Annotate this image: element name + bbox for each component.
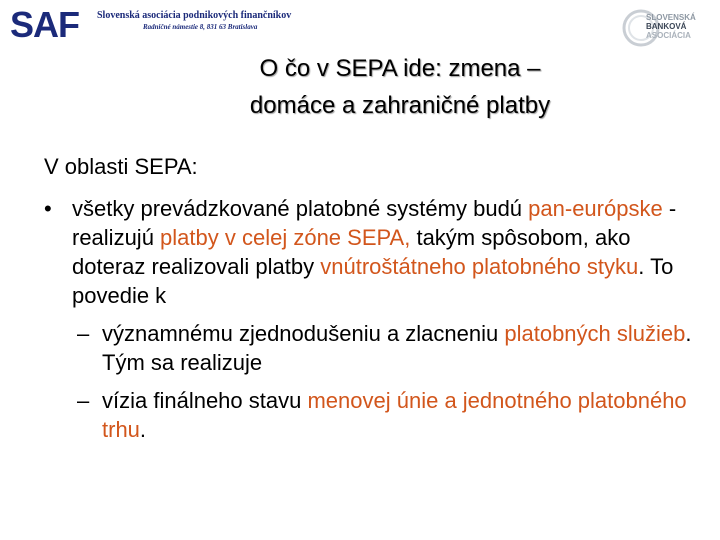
- sub-item-2: [44, 386, 694, 444]
- bullet-item: [44, 194, 694, 310]
- sub2-text-2: .: [139, 417, 147, 442]
- sub-mark-2: –: [77, 388, 90, 413]
- slide-title: [190, 50, 610, 124]
- sub2-text-1: vízia finálneho stavu: [102, 388, 308, 413]
- sba-logo-line-1: SLOVENSKÁ: [646, 13, 696, 22]
- sba-logo-line-2: BANKOVÁ: [646, 22, 687, 31]
- saf-logo-text: SAF: [10, 6, 79, 42]
- sub-item-1: [44, 319, 694, 377]
- sba-logo-text: [646, 13, 696, 40]
- sub1-highlight-1: platobných služieb: [504, 321, 686, 346]
- bullet-highlight-3: vnútroštátneho platobného styku: [320, 254, 639, 279]
- bullet-text-3: takým spôsobom, ako doteraz realizovali platby: [72, 225, 631, 279]
- saf-logo: [10, 6, 90, 42]
- intro-text: V oblasti SEPA:: [44, 154, 198, 179]
- bullet-text-4: . To povedie k: [72, 254, 674, 308]
- bullet-text-1: všetky prevádzkované platobné systémy budú: [72, 196, 529, 221]
- slide-title-line-1: O čo v SEPA ide: zmena –: [259, 55, 541, 82]
- sub2-highlight-1: menovej únie a jednotného platobného trhu: [102, 388, 687, 442]
- sub-mark-1: –: [77, 321, 90, 346]
- sub1-text-2: . Tým sa realizuje: [102, 321, 692, 375]
- bullet-mark: •: [44, 196, 52, 221]
- saf-org-name: Slovenská asociácia podnikových finančníkov: [97, 10, 292, 21]
- saf-org-block: [97, 10, 357, 32]
- sub1-text-1: významnému zjednodušeniu a zlacneniu: [102, 321, 505, 346]
- slide-body: [44, 152, 694, 444]
- bullet-text-2: - realizujú: [72, 196, 677, 250]
- saf-org-address: Radničné námestie 8, 831 63 Bratislava: [143, 23, 258, 31]
- bullet-highlight-2: platby v celej zóne SEPA,: [160, 225, 411, 250]
- sba-logo-line-3: ASOCIÁCIA: [646, 31, 691, 40]
- bullet-highlight-1: pan-európske: [528, 196, 663, 221]
- slide-title-line-2: domáce a zahraničné platby: [249, 92, 551, 119]
